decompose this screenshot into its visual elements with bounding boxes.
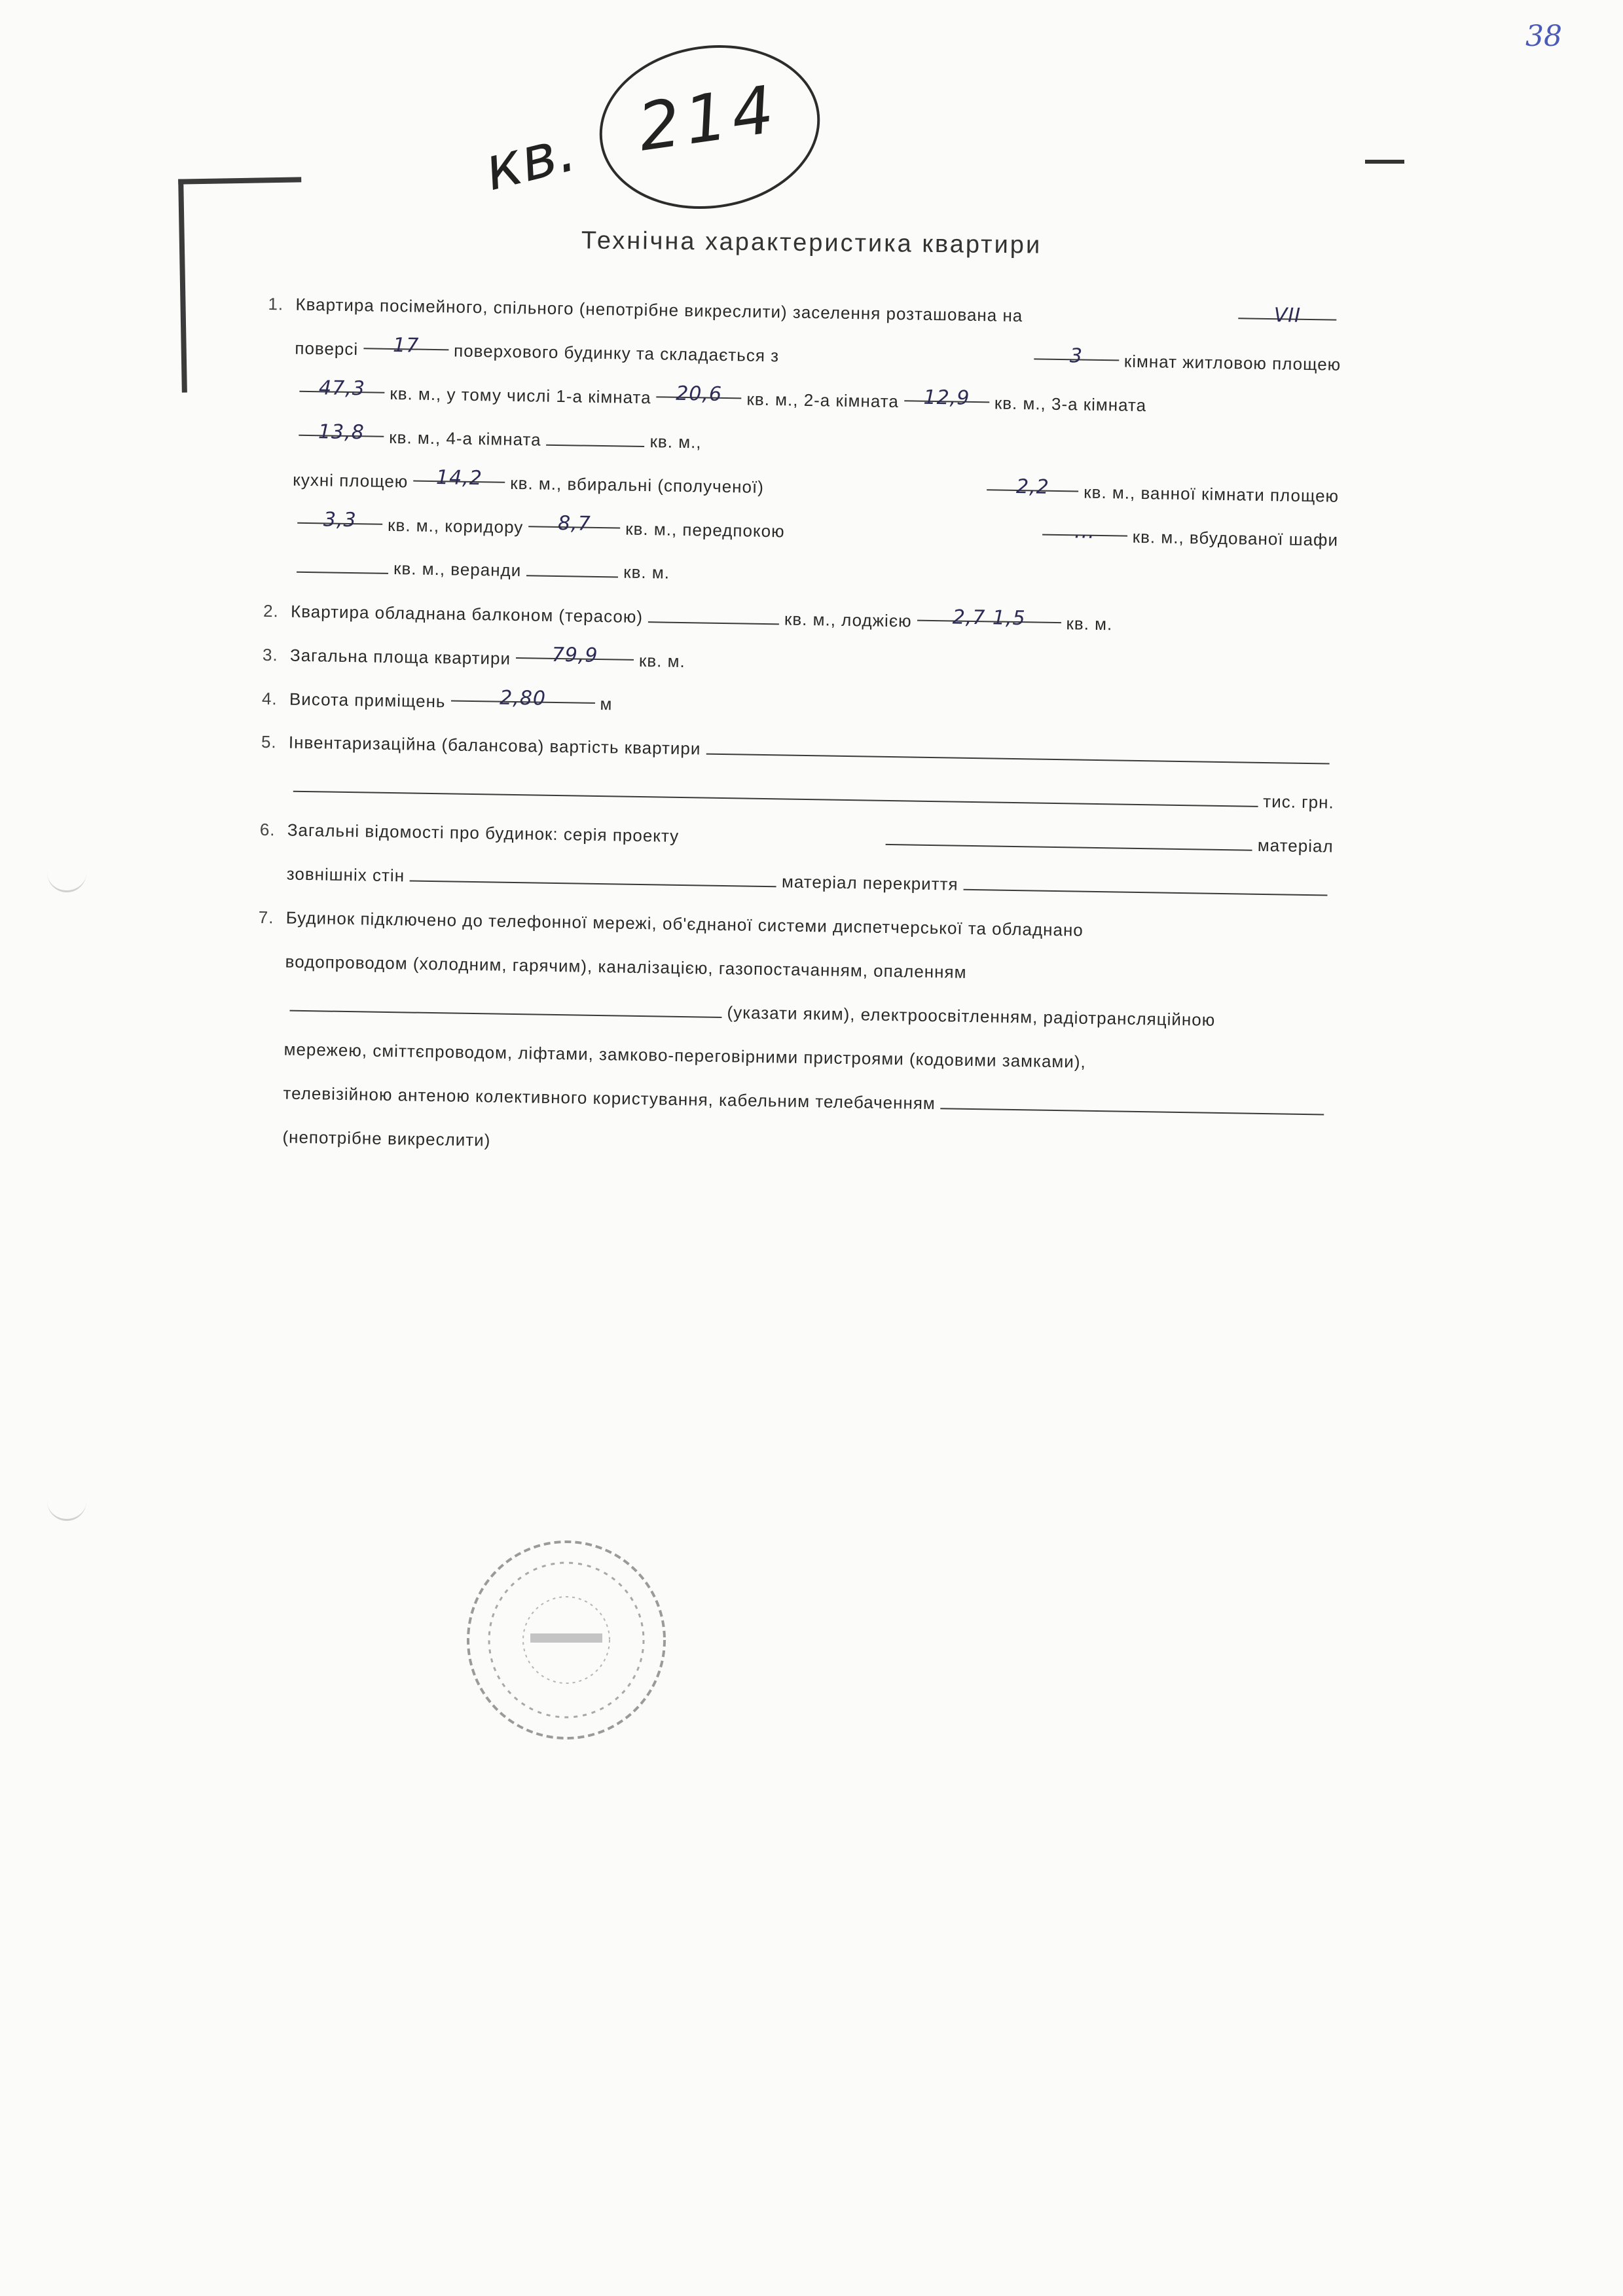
text: кімнат житловою площею [1123, 351, 1341, 374]
bath-field [297, 501, 383, 532]
indent [259, 879, 287, 880]
text: Інвентаризаційна (балансова) вартість квартири [288, 732, 701, 759]
text: кв. м., [649, 431, 702, 452]
punch-hole-mark [47, 1499, 86, 1521]
wc-field [987, 468, 1079, 499]
text: кв. м., 2-а кімната [746, 389, 900, 412]
living-area-value: 47,3 [318, 376, 366, 401]
text: Загальна площа квартири [289, 645, 511, 668]
indent [264, 572, 291, 573]
apartment-label: кв. [477, 114, 583, 205]
text: тис. грн. [1263, 791, 1334, 812]
room3-value: 13,8 [318, 420, 365, 445]
text: (непотрібне викреслити) [282, 1127, 491, 1150]
text: матеріал перекриття [781, 871, 958, 894]
total-area-value: 79,9 [551, 643, 598, 667]
text: кв. м. [638, 650, 685, 672]
rooms-field [1034, 337, 1120, 368]
room1-field [657, 375, 742, 406]
text: кв. м., ванної кімнати площею [1084, 482, 1340, 506]
kitchen-field [413, 460, 505, 490]
rooms-value: 3 [1069, 344, 1084, 368]
indent [258, 967, 285, 968]
faded-stamp [452, 1532, 681, 1748]
item-number: 3. [262, 644, 278, 665]
room2-field [904, 379, 990, 410]
indent [266, 397, 294, 398]
text: телевізійною антеною колективного користування, кабельним телебаченням [283, 1083, 936, 1114]
hall-value: ... [1074, 520, 1095, 543]
text: кв. м. [1066, 613, 1113, 634]
apartment-number: 214 [633, 70, 784, 166]
wc-value: 2,2 [1015, 475, 1050, 499]
item1-text-n [625, 507, 1038, 558]
total-area-field [516, 636, 634, 667]
text: кв. м., у тому числі 1-а кімната [390, 383, 651, 408]
margin-mark [1365, 160, 1404, 164]
room4-field [546, 424, 645, 447]
wardrobe-field [297, 551, 389, 574]
text: Висота приміщень [289, 689, 446, 712]
floor-field [1238, 297, 1337, 327]
item-number: 6. [259, 819, 276, 840]
item1-text-k [510, 462, 982, 513]
text: кв. м., коридору [387, 515, 524, 538]
value-field [706, 733, 1330, 765]
floor-value: VII [1273, 304, 1302, 327]
text: поверхового будинку та складається з [453, 340, 780, 366]
text: м [600, 694, 613, 714]
room3-field [299, 414, 384, 445]
ceiling-material-field [963, 868, 1328, 896]
text: зовнішніх стін [286, 864, 405, 886]
page-number: 38 [1525, 20, 1562, 53]
living-area-field [299, 370, 385, 401]
room1-value: 20,6 [675, 382, 723, 406]
text: Квартира посімейного, спільного (непотрібне викреслити) заселення розташована на [295, 294, 1023, 326]
text: Будинок підключено до телефонної мережі, об'єднаної системи диспетчерської та обладнано [285, 907, 1084, 940]
heating-type-field [289, 989, 721, 1018]
text: кв. м., 4-а кімната [389, 427, 541, 450]
text: матеріал [1257, 835, 1334, 856]
corridor-field [528, 505, 621, 536]
kitchen-value: 14,2 [435, 466, 483, 490]
wall-material-field [410, 860, 776, 888]
height-field [450, 679, 595, 710]
indent [266, 441, 293, 442]
text: Квартира обладнана балконом (терасою) [290, 601, 644, 627]
item-number: 4. [261, 688, 278, 709]
text: кв. м., 3-а кімната [994, 393, 1147, 416]
text: водопроводом (холодним, гарячим), каналізацією, газопостачанням, опаленням [285, 951, 967, 982]
item-number: 1. [268, 293, 284, 314]
text: (указати яким), електроосвітленням, радіотрансляційною [727, 1002, 1216, 1030]
text: кв. м., передпокою [625, 519, 785, 541]
text: кв. м., лоджією [784, 609, 912, 631]
punch-hole-mark [47, 871, 86, 892]
bath-value: 3,3 [323, 508, 357, 532]
text: кв. м., вбиральні (сполученої) [510, 473, 765, 497]
hall-field [1042, 513, 1128, 543]
text: мережею, сміттєпроводом, ліфтами, замково-переговірними пристроями (кодовими замками), [283, 1039, 1086, 1072]
floors-total-field [363, 327, 449, 357]
document-title: Технічна характеристика квартири [581, 227, 1042, 259]
cable-tv-field [941, 1087, 1324, 1115]
text: кухні площею [293, 469, 409, 492]
indent [264, 529, 292, 530]
veranda-field [526, 554, 619, 577]
loggia-value: 2,7 1,5 [952, 606, 1026, 630]
apartment-number-circle [589, 31, 830, 223]
corridor-value: 8,7 [557, 511, 591, 536]
text: кв. м., вбудованої шафи [1132, 526, 1339, 550]
project-series-field [886, 823, 1252, 851]
text: поверсі [295, 338, 359, 359]
item-number: 7. [258, 907, 274, 928]
room2-value: 12,9 [923, 386, 970, 410]
text: Загальні відомості про будинок: серія проекту [287, 820, 680, 846]
loggia-field [917, 599, 1062, 630]
text: кв. м., веранди [393, 558, 522, 581]
balcony-field [648, 600, 780, 625]
item-number: 5. [261, 731, 277, 752]
item-number: 2. [263, 600, 280, 621]
height-value: 2,80 [499, 686, 547, 710]
indent [255, 1142, 282, 1143]
indent [265, 485, 293, 486]
form-body [255, 282, 1342, 1176]
text: кв. м. [623, 562, 670, 583]
floors-total-value: 17 [392, 334, 420, 357]
